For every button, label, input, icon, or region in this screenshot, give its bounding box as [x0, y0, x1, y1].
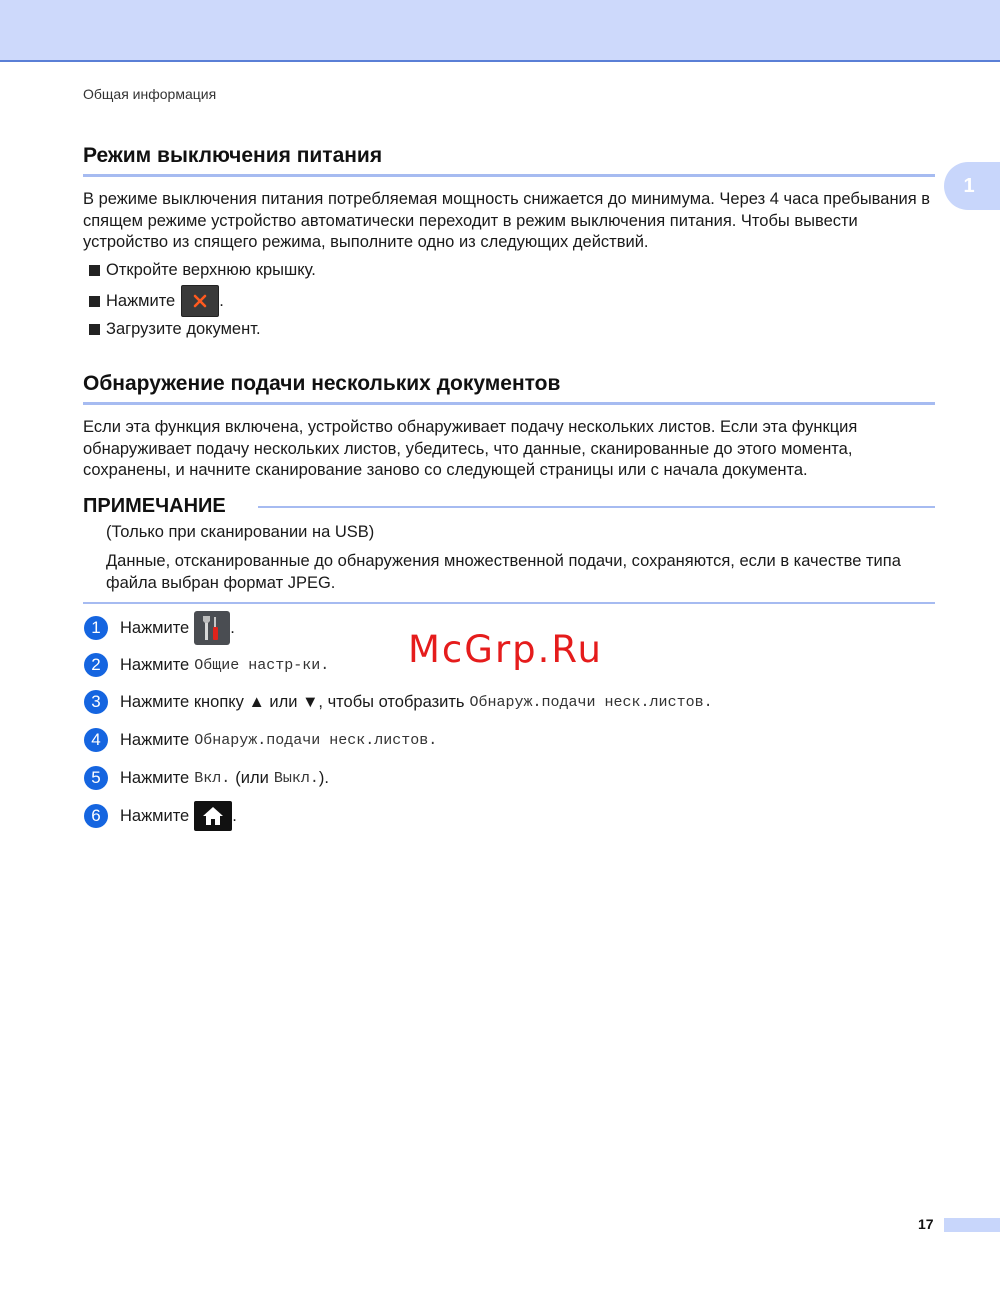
bullet-item — [89, 320, 261, 339]
top-band — [0, 0, 1000, 62]
step-1 — [84, 611, 235, 645]
stop-button-icon — [181, 285, 219, 317]
step-3 — [84, 690, 713, 714]
settings-tools-icon — [194, 611, 230, 645]
bullet-text: Загрузите документ. — [106, 320, 261, 338]
step-number: 5 — [84, 766, 108, 790]
power-off-paragraph: В режиме выключения питания потребляемая мощность снижается до минимума. Через 4 часа пребывания в спящем режиме устройство автоматически переходит в режим выключения питания. Чтобы вывести устройство из спящего режима, выполните одно из следующих действий. — [83, 190, 931, 251]
bullet-square-icon — [89, 265, 100, 276]
bullet-text: Нажмите — [106, 291, 176, 310]
watermark: McGrp.Ru — [408, 628, 603, 671]
note-rule — [258, 506, 935, 508]
lcd-option-on: Вкл. — [194, 769, 231, 787]
step-number: 6 — [84, 804, 108, 828]
step-text-close: ). — [318, 768, 329, 787]
section-title-multifeed: Обнаружение подачи нескольких документов — [83, 372, 561, 395]
step-number: 2 — [84, 653, 108, 677]
step-suffix: . — [230, 618, 235, 637]
lcd-option-off: Выкл. — [273, 769, 319, 787]
page-number: 17 — [918, 1216, 934, 1232]
step-number: 1 — [84, 616, 108, 640]
step-text: Нажмите — [120, 806, 190, 825]
lcd-option-text: Общие настр-ки. — [194, 656, 330, 674]
lcd-option-text: Обнаруж.подачи неск.листов. — [194, 731, 438, 749]
step-text: Нажмите — [120, 768, 190, 787]
step-5 — [84, 766, 329, 790]
section-rule — [83, 402, 935, 405]
bullet-square-icon — [89, 296, 100, 307]
step-number: 3 — [84, 690, 108, 714]
chapter-tab: 1 — [944, 162, 1000, 210]
section-title-power-off: Режим выключения питания — [83, 144, 383, 167]
bullet-suffix: . — [219, 291, 224, 310]
lcd-option-text: Обнаруж.подачи неск.листов. — [469, 693, 713, 711]
step-text: Нажмите — [120, 655, 190, 674]
bullet-square-icon — [89, 324, 100, 335]
home-icon — [194, 801, 232, 831]
multifeed-paragraph: Если эта функция включена, устройство обнаруживает подачу нескольких листов. Если эта функция обнаруживает подачу нескольких листов, убедитесь, что данные, сканированные до этого момента, сохранены, и начните сканирование заново со следующей страницы или с начала документа. — [83, 418, 858, 479]
step-4 — [84, 728, 437, 752]
note-title: ПРИМЕЧАНИЕ — [83, 495, 226, 517]
step-text-or: (или — [235, 768, 269, 787]
bullet-text: Откройте верхнюю крышку. — [106, 261, 316, 279]
page-tab — [944, 1218, 1000, 1232]
breadcrumb: Общая информация — [83, 86, 217, 102]
step-6 — [84, 801, 237, 831]
section-rule — [83, 174, 935, 177]
step-2 — [84, 653, 329, 677]
bullet-item — [89, 285, 224, 317]
note-line-jpeg: Данные, отсканированные до обнаружения множественной подачи, сохраняются, если в качестве типа файла выбран формат JPEG. — [106, 552, 901, 592]
bullet-item — [89, 261, 316, 280]
step-text: Нажмите — [120, 730, 190, 749]
step-suffix: . — [232, 806, 237, 825]
step-number: 4 — [84, 728, 108, 752]
step-text: Нажмите кнопку ▲ или ▼, чтобы отобразить — [120, 692, 465, 711]
note-line-usb: (Только при сканировании на USB) — [106, 523, 375, 541]
note-bottom-rule — [83, 602, 935, 604]
step-text: Нажмите — [120, 618, 190, 637]
